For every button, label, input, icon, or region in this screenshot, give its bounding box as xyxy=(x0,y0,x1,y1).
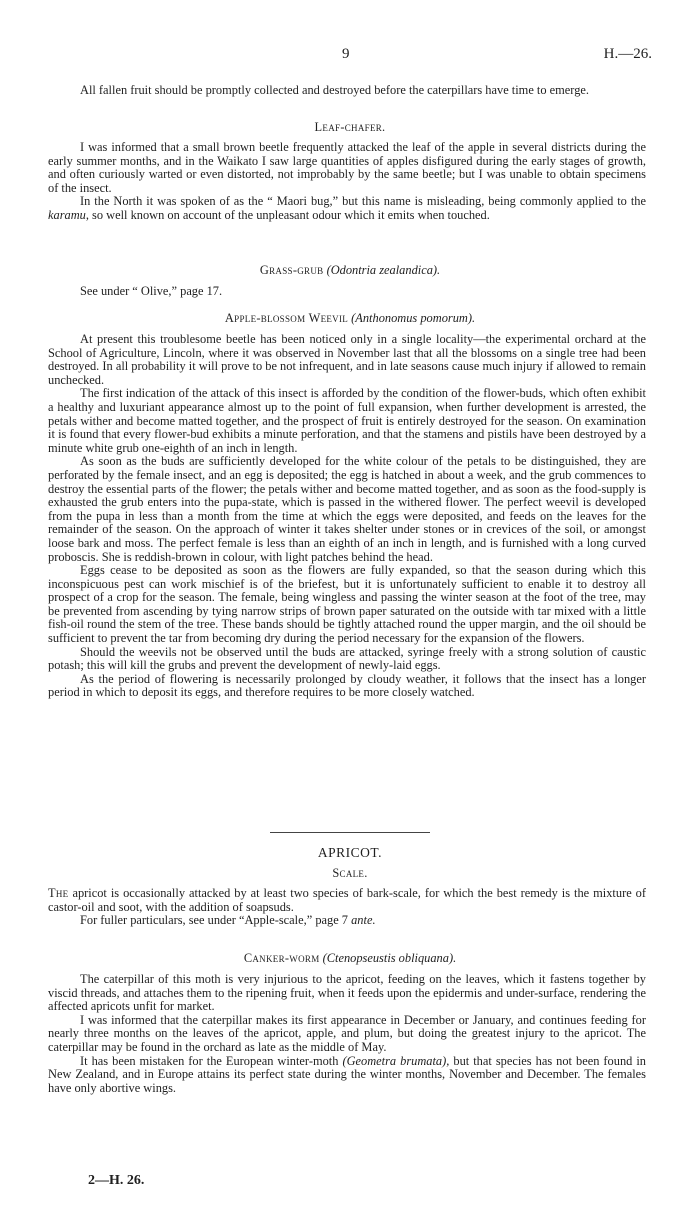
leaf-chafer-section xyxy=(48,141,646,223)
heading-text: Grass-grub xyxy=(259,263,324,277)
fallen-fruit-paragraph xyxy=(48,84,646,98)
apple-weevil-section xyxy=(48,333,646,700)
italic-term: ante. xyxy=(351,913,376,928)
apple-weevil-heading xyxy=(0,312,700,326)
paragraph xyxy=(48,195,646,222)
italic-term: karamu xyxy=(48,207,86,222)
leaf-chafer-heading: Leaf-chafer. xyxy=(314,120,386,134)
heading-text: Canker-worm xyxy=(243,951,320,965)
lead-word: The xyxy=(48,886,69,900)
paragraph: As soon as the buds are sufficiently developed for the white colour of the petals to be distinguished, they are perforated by the female insect, and an egg is deposited; the egg is hatched in about a week, and the grub commences to destroy the essential parts of the flower; the petals wither and become matted together, and as soon as the food-supply is exhausted the grub enters into the pupa-state, which is passed in the withered flower. The perfect weevil is developed from the pupa in less than a month from the time at which the eggs were deposited, and feeds on the leaves for the remainder of the season. On the approach of winter it takes shelter under stones or in crevices of the soil, or amongst loose bark and moss. The perfect female is less than an eighth of an inch in length, and is furnished with a long curved proboscis. She is reddish-brown in colour, with light patches behind the head. xyxy=(48,454,646,564)
section-divider xyxy=(270,832,430,833)
paragraph: At present this troublesome beetle has been noticed only in a single locality—the experimental orchard at the School of Agriculture, Lincoln, where it was observed in November last that all the blossoms on a single tree had been destroyed. In all probability it will prove to be not infrequent, and in late seasons cause much injury if allowed to remain unchecked. xyxy=(48,332,646,387)
grass-grub-section xyxy=(48,285,646,299)
scale-heading: Scale. xyxy=(332,866,368,880)
page-number: 9 xyxy=(342,46,350,62)
text-run: In the North it was spoken of as the “ Maori bug,” but this name is misleading, being commonly applied to the xyxy=(80,194,646,209)
paragraph: As the period of flowering is necessarily prolonged by cloudy weather, it follows that the insect has a longer period in which to deposit its eggs, and therefore requires to be more closely watched. xyxy=(48,671,646,700)
latin-name: (Odontria zealandica). xyxy=(326,263,441,277)
heading-text: Apple-blossom Weevil xyxy=(224,311,349,325)
italic-term: (Geometra brumata), xyxy=(342,1053,450,1068)
document-code: H.—26. xyxy=(603,46,652,62)
paragraph: All fallen fruit should be promptly collected and destroyed before the caterpillars have time to emerge. xyxy=(80,83,589,97)
paragraph xyxy=(48,1055,646,1096)
text-run: It has been mistaken for the European winter-moth xyxy=(80,1053,343,1068)
paragraph xyxy=(48,887,646,914)
signature-mark: 2—H. 26. xyxy=(88,1173,145,1188)
text-run: apricot is occasionally attacked by at least two species of bark-scale, for which the best remedy is the mixture of castor-oil and soot, with the addition of soapsuds. xyxy=(48,886,646,914)
paragraph: The caterpillar of this moth is very injurious to the apricot, feeding on the leaves, which it fastens together by viscid threads, and attaches them to the ripening fruit, when it feeds upon the epidermis and under-surface, rendering the affected apricots unfit for market. xyxy=(48,972,646,1014)
apricot-heading: APRICOT. xyxy=(317,845,383,860)
paragraph: I was informed that a small brown beetle frequently attacked the leaf of the apple in several districts during the early summer months, and in the Waikato I saw large quantities of apples disfigured during the early stages of growth, and often curiously warted or even distorted, not improbably by the same beetle; but I was unable to obtain specimens of the insect. xyxy=(48,140,646,195)
text-run: but that species has not been found in New Zealand, and in Europe attains its perfect state during the winter months, November and December. The females have only abortive wings. xyxy=(48,1053,646,1095)
latin-name: (Anthonomus pomorum). xyxy=(351,311,476,325)
text-run: , so well known on account of the unpleasant odour which it emits when touched. xyxy=(85,207,490,222)
paragraph: I was informed that the caterpillar makes its first appearance in December or January, and continues feeding for nearly three months on the leaves of the apricot, apple, and plum, but doing the greatest injury to the apricot. The caterpillar may be found in the orchard as late as the middle of May. xyxy=(48,1012,646,1054)
paragraph: Should the weevils not be observed until the buds are attacked, syringe freely with a strong solution of caustic potash; this will kill the grubs and prevent the development of newly-laid eggs. xyxy=(48,644,646,673)
paragraph: The first indication of the attack of this insect is afforded by the condition of the flower-buds, which often exhibit a healthy and luxuriant appearance almost up to the point of full expansion, when further development is arrested, the petals wither and become matted together, and the prospect of fruit is entirely destroyed for the season. On examination it is found that every flower-bud exhibits a minute perforation, and that the stamens and pistils have been destroyed by a minute white grub one-eighth of an inch in length. xyxy=(48,386,646,455)
paragraph: Eggs cease to be deposited as soon as the flowers are fully expanded, so that the season during which this inconspicuous pest can work mischief is of the briefest, but it is unfortunately sufficient to enable it to destroy all prospect of a crop for the season. The female, being wingless and passing the winter season at the foot of the tree, may be prevented from ascending by tying narrow strips of brown paper saturated on the outside with tar mixed with a little fish-oil round the stem of the tree. These bands should be tightly attached round the upper margin, and the oil should be sufficient to prevent the tar from becoming dry during the period necessary for the expansion of the flowers. xyxy=(48,563,646,646)
grass-grub-heading xyxy=(0,264,700,278)
latin-name: (Ctenopseustis obliquana). xyxy=(322,951,457,965)
scale-section xyxy=(48,887,646,928)
paragraph xyxy=(48,914,646,928)
canker-worm-heading xyxy=(0,952,700,966)
paragraph: See under “ Olive,” page 17. xyxy=(80,284,223,298)
text-run: For fuller particulars, see under “Apple-scale,” page 7 xyxy=(80,913,352,928)
canker-worm-section xyxy=(48,973,646,1095)
